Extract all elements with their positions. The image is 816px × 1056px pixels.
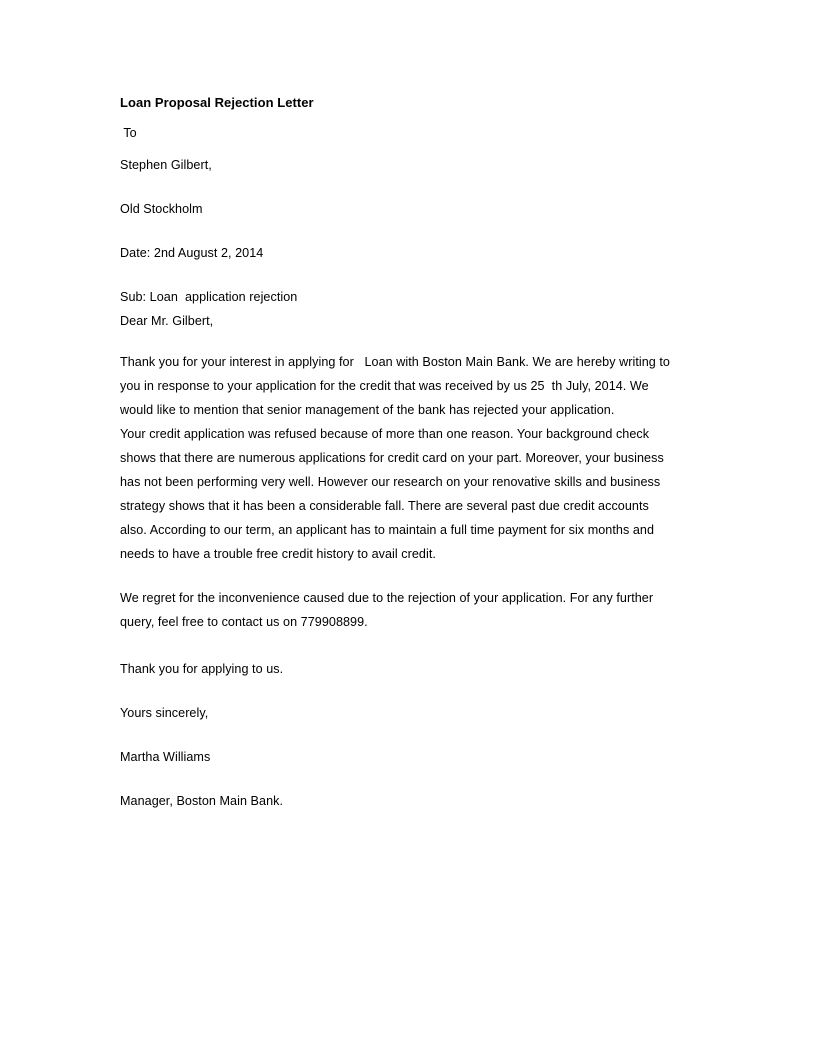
letter-date: Date: 2nd August 2, 2014	[120, 246, 264, 260]
body-1-line: has not been performing very well. However our research on your renovative skills and business	[120, 475, 661, 489]
body-1-line: shows that there are numerous applications for credit card on your part. Moreover, your business	[120, 451, 664, 465]
body-1-line: needs to have a trouble free credit history to avail credit.	[120, 547, 436, 561]
body-1-line: would like to mention that senior management of the bank has rejected your application.	[120, 403, 615, 417]
to-line: To	[120, 126, 137, 140]
body-paragraph-1	[120, 350, 695, 566]
body-paragraph-2	[120, 586, 695, 634]
body-2-line: query, feel free to contact us on 779908899.	[120, 615, 368, 629]
body-1-line: strategy shows that it has been a considerable fall. There are several past due credit accounts	[120, 499, 649, 513]
signer-title: Manager, Boston Main Bank.	[120, 794, 284, 808]
recipient-name: Stephen Gilbert,	[120, 158, 212, 172]
body-1-line: you in response to your application for the credit that was received by us 25 th July, 2014. We	[120, 379, 649, 393]
body-2-line: We regret for the inconvenience caused due to the rejection of your application. For any further	[120, 591, 654, 605]
recipient-address: Old Stockholm	[120, 202, 203, 216]
letter-body	[120, 94, 695, 810]
closing-line: Yours sincerely,	[120, 706, 209, 720]
signer-name: Martha Williams	[120, 750, 211, 764]
body-1-line: Your credit application was refused because of more than one reason. Your background check	[120, 427, 650, 441]
thanks-line: Thank you for applying to us.	[120, 662, 284, 676]
salutation: Dear Mr. Gilbert,	[120, 314, 214, 328]
subject-line: Sub: Loan application rejection	[120, 290, 298, 304]
body-1-line: Thank you for your interest in applying for Loan with Boston Main Bank. We are hereby writing to	[120, 355, 670, 369]
body-1-line: also. According to our term, an applicant has to maintain a full time payment for six months and	[120, 523, 655, 537]
letter-title: Loan Proposal Rejection Letter	[120, 95, 314, 110]
